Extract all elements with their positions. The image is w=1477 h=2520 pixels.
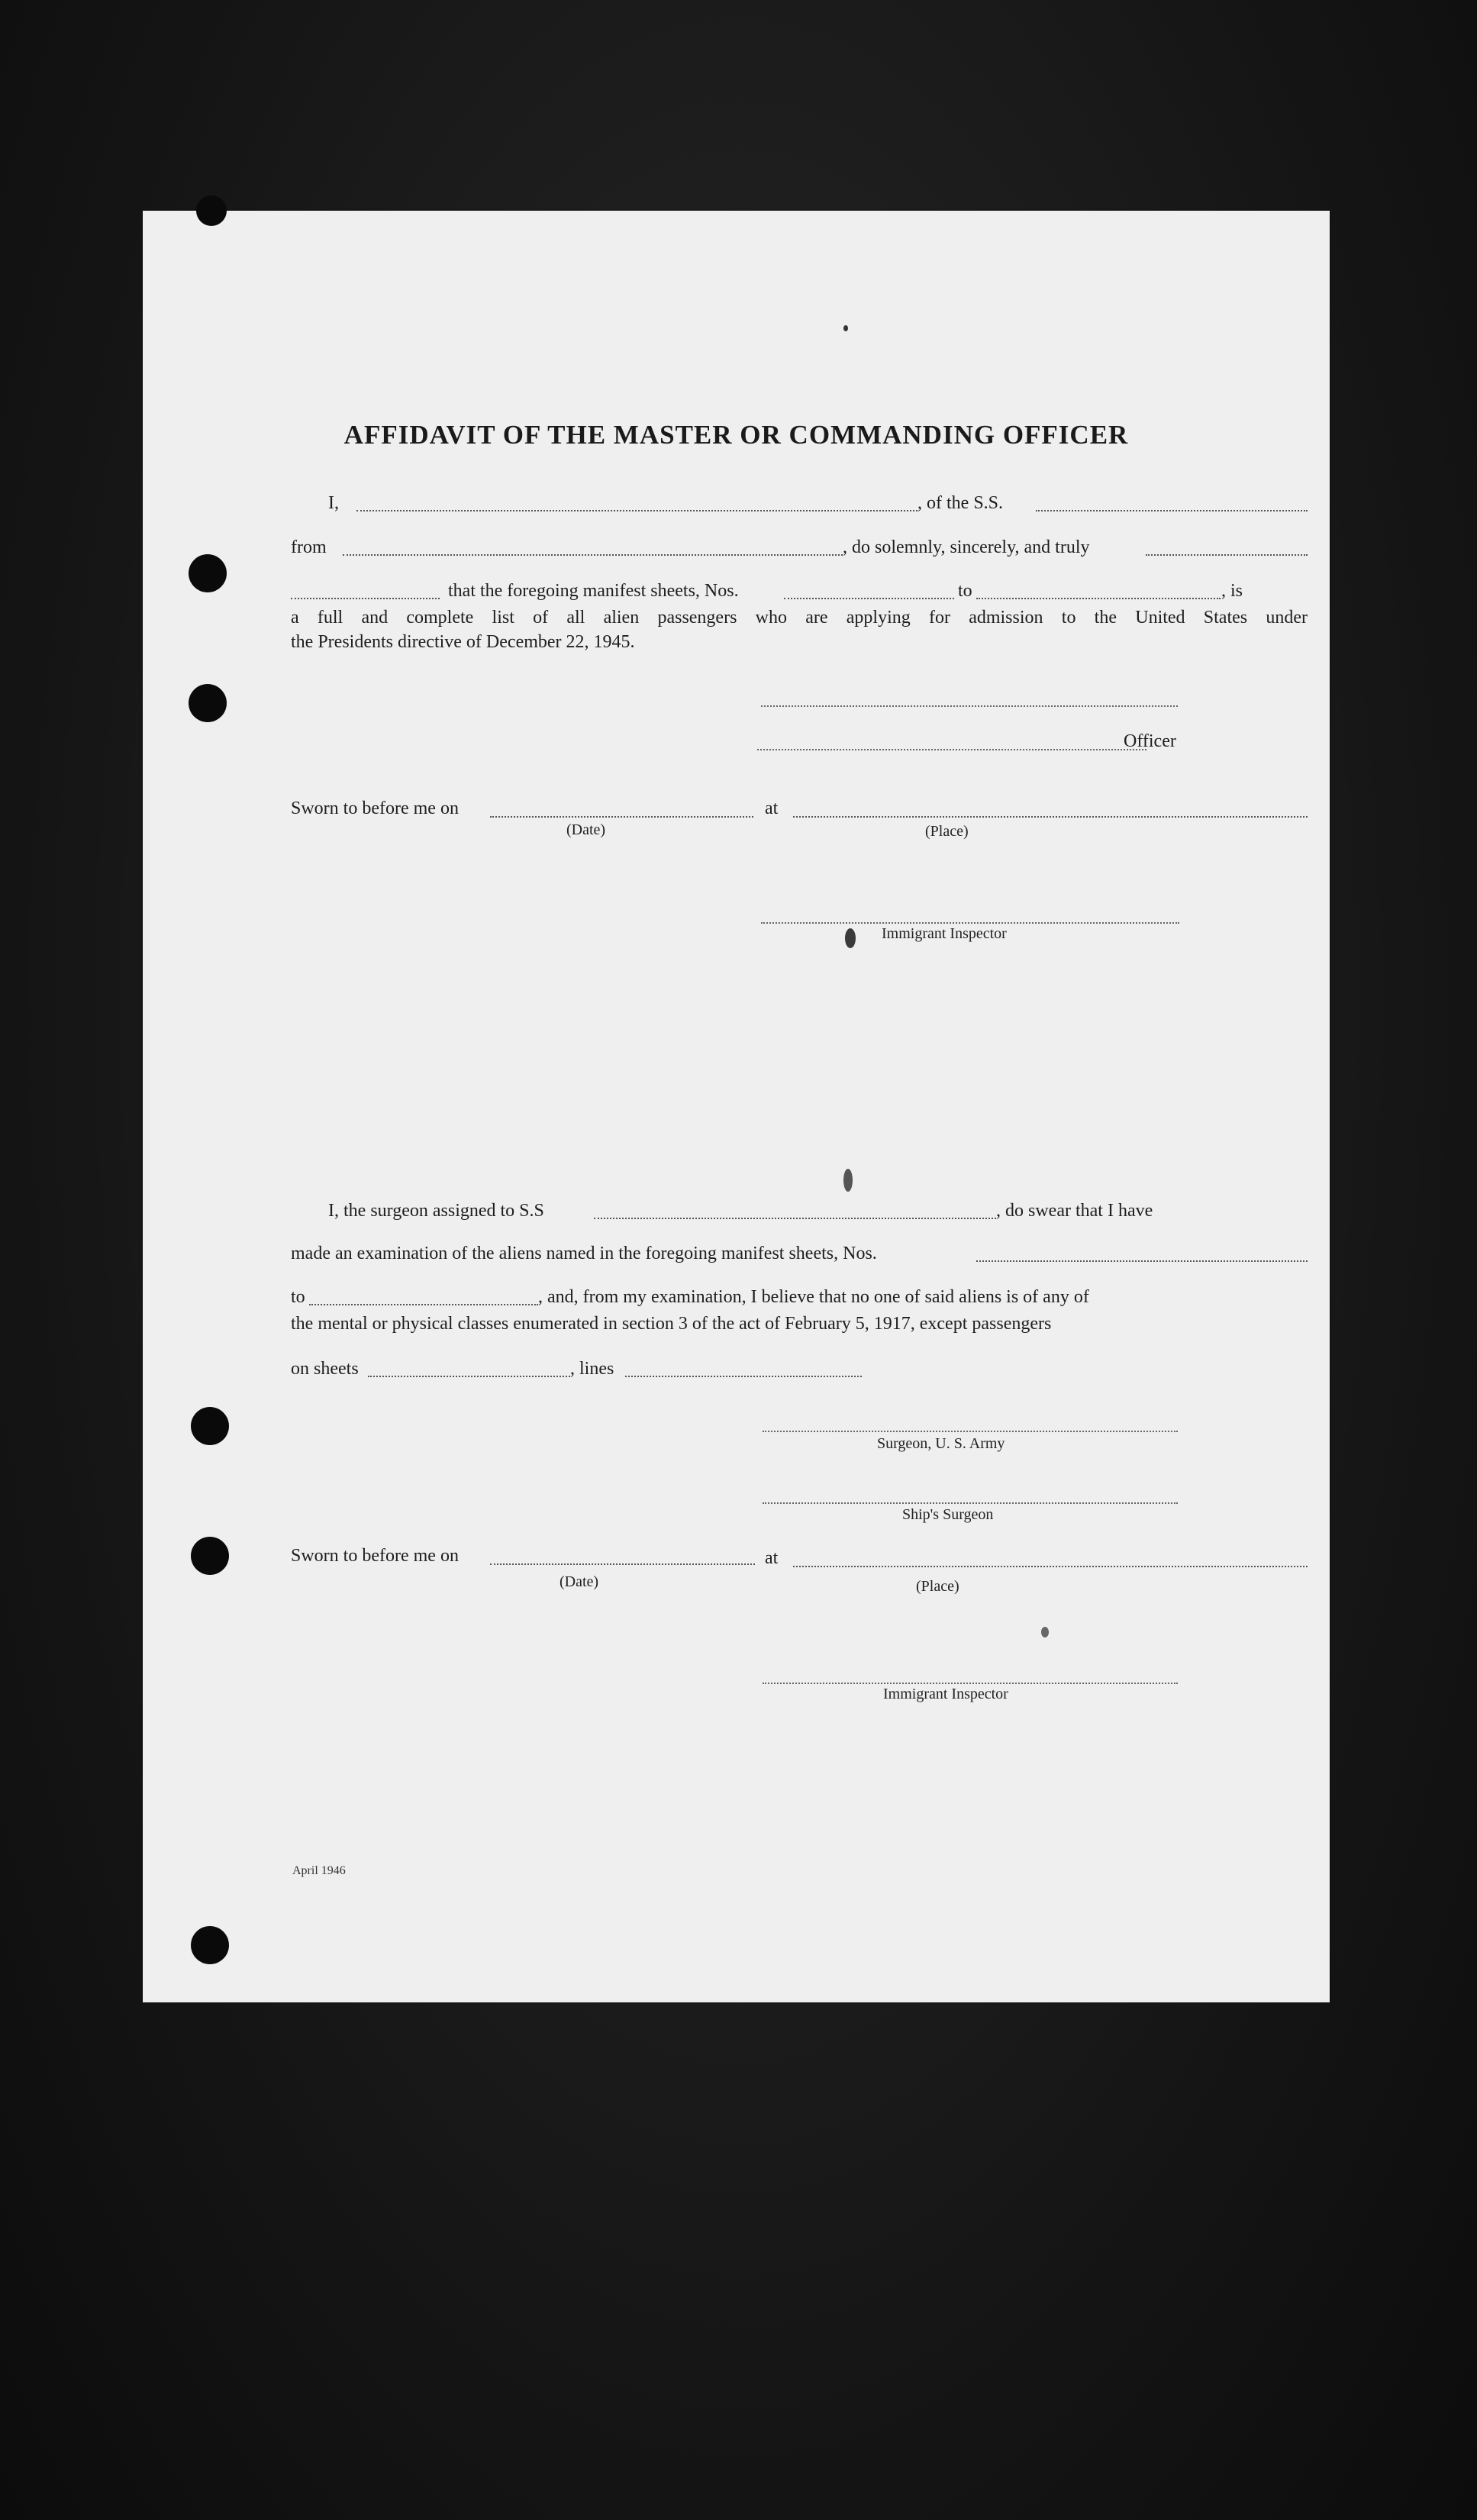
master-inspector-label: Immigrant Inspector [882, 925, 1007, 942]
army-surgeon-signature-line[interactable] [763, 1431, 1178, 1432]
surgeon-except-sheets-field[interactable] [368, 1376, 570, 1377]
surgeon-place-caption: (Place) [916, 1578, 959, 1595]
master-ship-field[interactable] [1036, 510, 1308, 511]
surgeon-intro-text: I, the surgeon assigned to S.S [328, 1201, 544, 1221]
master-sheets-from-field[interactable] [784, 598, 954, 599]
surgeon-date-caption: (Date) [560, 1573, 599, 1590]
surgeon-sworn-date-field[interactable] [490, 1563, 755, 1565]
master-state-field[interactable] [291, 598, 440, 599]
master-to-label: to [958, 581, 972, 601]
master-place-caption: (Place) [925, 823, 969, 840]
master-at-label: at [765, 799, 779, 818]
master-is-label: , is [1221, 581, 1243, 601]
punch-hole [189, 684, 227, 722]
master-sheets-text: that the foregoing manifest sheets, Nos. [448, 581, 739, 601]
surgeon-inspector-label: Immigrant Inspector [883, 1686, 1008, 1702]
army-surgeon-label: Surgeon, U. S. Army [877, 1435, 1005, 1452]
master-statement-line-1: a full and complete list of all alien passengers who are applying for admission to the United States under [291, 608, 1308, 628]
master-inspector-signature-line[interactable] [761, 922, 1179, 924]
surgeon-to-label: to [291, 1287, 305, 1307]
master-statement-line-2: the Presidents directive of December 22, 1945. [291, 632, 635, 652]
punch-hole [189, 554, 227, 592]
scan-speck [843, 325, 848, 331]
master-swear-text: , do solemnly, sincerely, and truly [843, 537, 1090, 557]
master-sworn-place-field[interactable] [793, 816, 1308, 818]
surgeon-sheets-from-field[interactable] [976, 1260, 1308, 1262]
surgeon-sheets-to-field[interactable] [309, 1304, 538, 1305]
punch-hole [196, 195, 227, 226]
surgeon-inspector-signature-line[interactable] [763, 1683, 1178, 1684]
master-sheets-to-field[interactable] [976, 598, 1221, 599]
surgeon-lines-label: , lines [570, 1359, 614, 1379]
master-sworn-date-field[interactable] [490, 816, 753, 818]
surgeon-exam-text: made an examination of the aliens named in the foregoing manifest sheets, Nos. [291, 1244, 877, 1263]
surgeon-ship-field[interactable] [594, 1218, 996, 1219]
surgeon-except-lines-field[interactable] [625, 1376, 862, 1377]
master-ss-label: , of the S.S. [917, 493, 1004, 513]
master-date-caption: (Date) [566, 821, 606, 838]
surgeon-at-label: at [765, 1548, 779, 1568]
master-from-field[interactable] [343, 554, 843, 556]
document-page [143, 211, 1330, 2002]
surgeon-sheets-label: on sheets [291, 1359, 359, 1379]
scan-speck [845, 928, 856, 948]
surgeon-swear-text: , do swear that I have [996, 1201, 1153, 1221]
scan-speck [1041, 1627, 1049, 1638]
ship-surgeon-label: Ship's Surgeon [902, 1506, 994, 1523]
form-date-footer: April 1946 [292, 1864, 346, 1877]
master-sworn-label: Sworn to before me on [291, 799, 459, 818]
officer-signature-line-1[interactable] [761, 705, 1178, 707]
surgeon-belief-text: , and, from my examination, I believe that no one of said aliens is of any of [538, 1287, 1089, 1307]
punch-hole [191, 1407, 229, 1445]
surgeon-sworn-place-field[interactable] [793, 1566, 1308, 1567]
scan-speck [843, 1169, 853, 1192]
punch-hole [191, 1537, 229, 1575]
master-i-label: I, [328, 493, 339, 513]
master-from-label: from [291, 537, 327, 557]
page-title: AFFIDAVIT OF THE MASTER OR COMMANDING OFFICER [343, 420, 1129, 450]
ship-surgeon-signature-line[interactable] [763, 1502, 1178, 1504]
master-name-field[interactable] [356, 510, 917, 511]
surgeon-sworn-label: Sworn to before me on [291, 1546, 459, 1566]
master-swear-field[interactable] [1146, 554, 1308, 556]
punch-hole [191, 1926, 229, 1964]
surgeon-classes-text: the mental or physical classes enumerated in section 3 of the act of February 5, 1917, except passengers [291, 1314, 1052, 1334]
officer-signature-line-2[interactable] [757, 749, 1146, 750]
officer-label: Officer [1124, 731, 1176, 751]
